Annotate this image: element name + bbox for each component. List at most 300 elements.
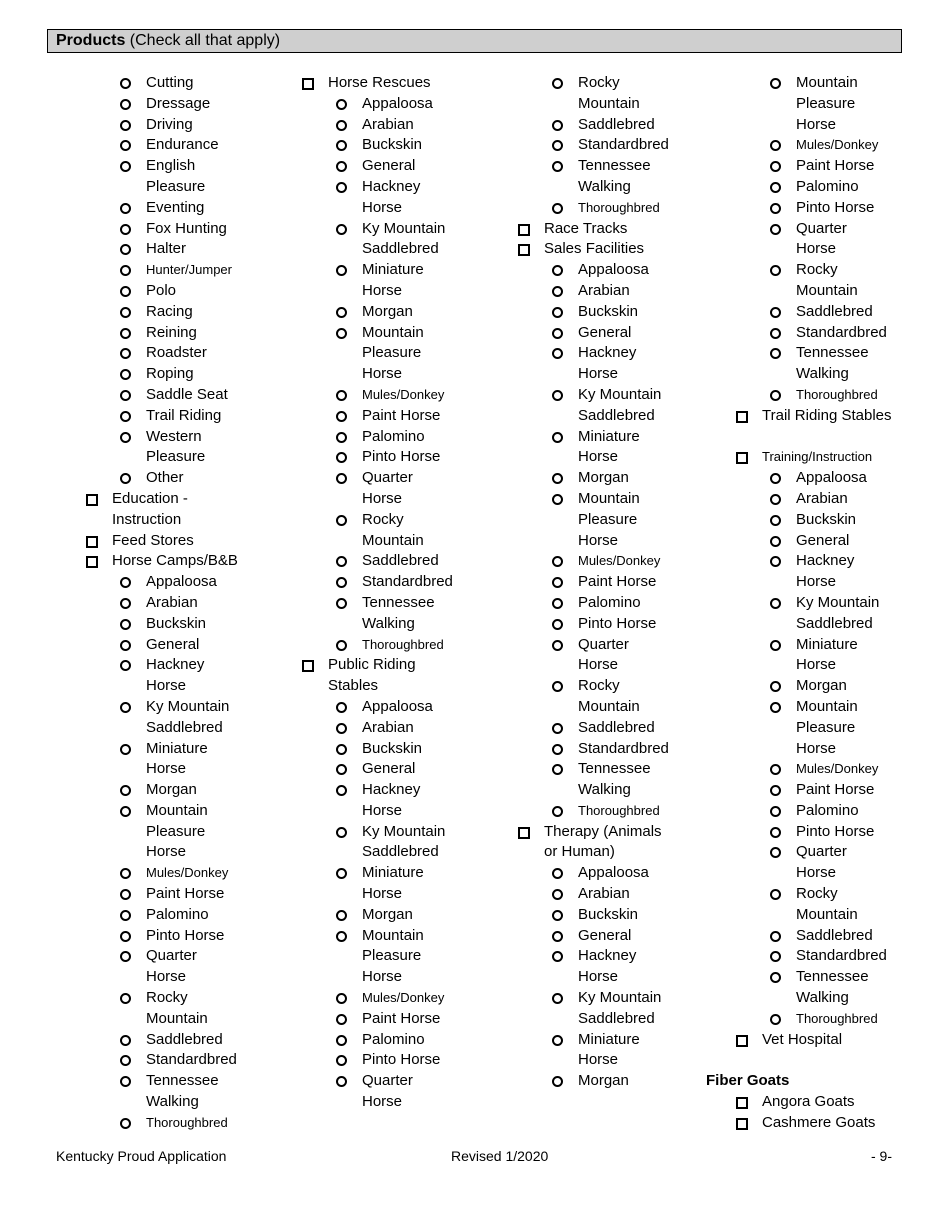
subcategory-item[interactable]	[734, 489, 924, 510]
option-circle[interactable]	[120, 140, 131, 151]
option-circle[interactable]	[336, 993, 347, 1004]
subcategory-item[interactable]	[84, 739, 274, 760]
option-circle[interactable]	[770, 972, 781, 983]
option-circle[interactable]	[552, 140, 563, 151]
option-circle[interactable]	[770, 764, 781, 775]
item-label: Angora Goats	[762, 1093, 855, 1111]
option-circle[interactable]	[552, 764, 563, 775]
option-circle[interactable]	[770, 556, 781, 567]
option-circle[interactable]	[552, 723, 563, 734]
subcategory-item[interactable]	[734, 926, 924, 947]
checkbox-square[interactable]	[302, 78, 314, 90]
subcategory-item[interactable]	[84, 884, 274, 905]
subcategory-item[interactable]	[516, 156, 706, 177]
subcategory-item[interactable]	[84, 801, 274, 822]
checkbox-square[interactable]	[736, 411, 748, 423]
option-circle[interactable]	[336, 764, 347, 775]
option-circle[interactable]	[120, 931, 131, 942]
subcategory-item[interactable]	[734, 73, 924, 94]
subcategory-item[interactable]	[300, 406, 500, 427]
option-circle[interactable]	[552, 328, 563, 339]
option-circle[interactable]	[552, 390, 563, 401]
subcategory-item[interactable]	[300, 219, 500, 240]
option-circle[interactable]	[336, 515, 347, 526]
option-circle[interactable]	[336, 182, 347, 193]
option-circle[interactable]	[120, 473, 131, 484]
option-circle[interactable]	[336, 411, 347, 422]
option-circle[interactable]	[770, 681, 781, 692]
option-circle[interactable]	[770, 889, 781, 900]
subcategory-item[interactable]	[300, 156, 500, 177]
category-item[interactable]	[516, 822, 706, 843]
option-circle[interactable]	[770, 494, 781, 505]
subcategory-item[interactable]	[300, 468, 500, 489]
option-circle[interactable]	[770, 307, 781, 318]
category-item[interactable]	[516, 239, 706, 260]
subcategory-item[interactable]	[300, 593, 500, 614]
category-item[interactable]	[734, 1030, 924, 1051]
option-circle[interactable]	[120, 660, 131, 671]
subcategory-item[interactable]	[516, 343, 706, 364]
category-item[interactable]	[516, 219, 706, 240]
subcategory-item[interactable]	[300, 1050, 500, 1071]
category-item[interactable]	[84, 551, 274, 572]
option-circle[interactable]	[336, 161, 347, 172]
option-circle[interactable]	[336, 473, 347, 484]
subcategory-item[interactable]	[300, 988, 500, 1009]
option-circle[interactable]	[336, 452, 347, 463]
subcategory-item[interactable]	[516, 489, 706, 510]
option-circle[interactable]	[336, 640, 347, 651]
option-circle[interactable]	[120, 411, 131, 422]
option-circle[interactable]	[770, 1014, 781, 1025]
subcategory-item[interactable]	[734, 759, 924, 780]
subcategory-item[interactable]	[516, 551, 706, 572]
option-circle[interactable]	[120, 78, 131, 89]
option-circle[interactable]	[120, 744, 131, 755]
option-circle[interactable]	[770, 224, 781, 235]
subcategory-item[interactable]	[734, 510, 924, 531]
subcategory-item[interactable]	[516, 73, 706, 94]
option-circle[interactable]	[120, 910, 131, 921]
subcategory-item[interactable]	[516, 946, 706, 967]
subcategory-item[interactable]	[734, 385, 924, 406]
subcategory-item[interactable]	[734, 468, 924, 489]
option-circle[interactable]	[336, 224, 347, 235]
subcategory-item[interactable]	[300, 905, 500, 926]
subcategory-item[interactable]	[516, 135, 706, 156]
subcategory-item[interactable]	[734, 822, 924, 843]
category-item[interactable]	[84, 531, 274, 552]
subcategory-item[interactable]	[84, 406, 274, 427]
subcategory-item[interactable]	[84, 323, 274, 344]
subcategory-item[interactable]	[84, 1071, 274, 1092]
option-circle[interactable]	[770, 390, 781, 401]
subcategory-item[interactable]	[300, 177, 500, 198]
option-circle[interactable]	[336, 723, 347, 734]
subcategory-item[interactable]	[84, 988, 274, 1009]
subcategory-item[interactable]	[734, 551, 924, 572]
subcategory-item[interactable]	[300, 115, 500, 136]
subcategory-item[interactable]	[516, 614, 706, 635]
option-circle[interactable]	[120, 1035, 131, 1046]
subcategory-item[interactable]	[516, 572, 706, 593]
subcategory-item[interactable]	[84, 780, 274, 801]
option-circle[interactable]	[120, 889, 131, 900]
subcategory-item[interactable]	[300, 385, 500, 406]
subcategory-item[interactable]	[300, 302, 500, 323]
option-circle[interactable]	[120, 868, 131, 879]
subcategory-item[interactable]	[300, 863, 500, 884]
option-circle[interactable]	[552, 348, 563, 359]
option-circle[interactable]	[336, 328, 347, 339]
subcategory-item[interactable]	[84, 655, 274, 676]
subcategory-item[interactable]	[516, 926, 706, 947]
subcategory-item[interactable]	[734, 842, 924, 863]
option-circle[interactable]	[552, 307, 563, 318]
option-circle[interactable]	[120, 244, 131, 255]
subcategory-item[interactable]	[300, 447, 500, 468]
option-circle[interactable]	[770, 515, 781, 526]
option-circle[interactable]	[552, 619, 563, 630]
subcategory-item[interactable]	[300, 697, 500, 718]
subcategory-item[interactable]	[84, 1030, 274, 1051]
item-label: Miniature	[362, 864, 424, 882]
option-circle[interactable]	[770, 473, 781, 484]
option-circle[interactable]	[120, 1118, 131, 1129]
category-item[interactable]	[734, 1113, 924, 1134]
checkbox-square[interactable]	[736, 452, 748, 464]
option-circle[interactable]	[120, 577, 131, 588]
option-circle[interactable]	[552, 744, 563, 755]
subcategory-item[interactable]	[516, 801, 706, 822]
option-circle[interactable]	[552, 598, 563, 609]
option-circle[interactable]	[336, 1055, 347, 1066]
option-circle[interactable]	[336, 556, 347, 567]
category-item[interactable]	[84, 489, 274, 510]
subcategory-item[interactable]	[84, 198, 274, 219]
subcategory-item[interactable]	[300, 1071, 500, 1092]
option-circle[interactable]	[120, 702, 131, 713]
subcategory-item[interactable]	[84, 156, 274, 177]
checkbox-square[interactable]	[86, 536, 98, 548]
subcategory-item[interactable]	[300, 260, 500, 281]
option-circle[interactable]	[552, 640, 563, 651]
option-circle[interactable]	[120, 161, 131, 172]
subcategory-item[interactable]	[84, 468, 274, 489]
option-circle[interactable]	[336, 702, 347, 713]
item-label: Saddlebred	[362, 843, 439, 861]
subcategory-item[interactable]	[300, 822, 500, 843]
option-circle[interactable]	[770, 182, 781, 193]
option-circle[interactable]	[770, 847, 781, 858]
subcategory-item[interactable]	[84, 135, 274, 156]
option-circle[interactable]	[552, 1035, 563, 1046]
subcategory-item[interactable]	[516, 302, 706, 323]
subcategory-item[interactable]	[84, 427, 274, 448]
subcategory-item[interactable]	[300, 739, 500, 760]
subcategory-item[interactable]	[84, 593, 274, 614]
subcategory-item[interactable]	[734, 323, 924, 344]
category-item[interactable]	[734, 447, 924, 468]
option-circle[interactable]	[770, 78, 781, 89]
subcategory-item[interactable]	[84, 614, 274, 635]
option-circle[interactable]	[552, 681, 563, 692]
option-circle[interactable]	[552, 494, 563, 505]
option-circle[interactable]	[120, 307, 131, 318]
option-circle[interactable]	[336, 827, 347, 838]
item-label: Pleasure	[362, 344, 422, 362]
checkbox-square[interactable]	[86, 556, 98, 568]
checkbox-square[interactable]	[518, 244, 530, 256]
category-item[interactable]	[734, 1092, 924, 1113]
subcategory-item[interactable]	[516, 635, 706, 656]
subcategory-item[interactable]	[734, 135, 924, 156]
subcategory-item[interactable]	[734, 967, 924, 988]
item-label: Arabian	[796, 489, 848, 507]
subcategory-item[interactable]	[734, 946, 924, 967]
subcategory-item[interactable]	[300, 427, 500, 448]
checkbox-square[interactable]	[736, 1097, 748, 1109]
option-circle[interactable]	[120, 1076, 131, 1087]
subcategory-item[interactable]	[734, 260, 924, 281]
option-circle[interactable]	[336, 598, 347, 609]
subcategory-item[interactable]	[516, 1071, 706, 1092]
subcategory-item[interactable]	[84, 926, 274, 947]
option-circle[interactable]	[120, 369, 131, 380]
subcategory-item[interactable]	[84, 635, 274, 656]
category-item[interactable]	[734, 406, 924, 427]
option-circle[interactable]	[120, 619, 131, 630]
subcategory-item[interactable]	[516, 468, 706, 489]
group-heading	[706, 1071, 924, 1092]
option-circle[interactable]	[120, 785, 131, 796]
option-circle[interactable]	[336, 1014, 347, 1025]
checkbox-square[interactable]	[736, 1035, 748, 1047]
subcategory-item[interactable]	[516, 863, 706, 884]
subcategory-item[interactable]	[516, 1030, 706, 1051]
option-circle[interactable]	[552, 203, 563, 214]
subcategory-item[interactable]	[734, 697, 924, 718]
subcategory-item[interactable]	[516, 323, 706, 344]
subcategory-item[interactable]	[84, 94, 274, 115]
option-circle[interactable]	[120, 99, 131, 110]
subcategory-item[interactable]	[300, 135, 500, 156]
subcategory-item[interactable]	[516, 198, 706, 219]
option-circle[interactable]	[120, 265, 131, 276]
option-circle[interactable]	[770, 640, 781, 651]
subcategory-item[interactable]	[84, 239, 274, 260]
option-circle[interactable]	[120, 806, 131, 817]
option-circle[interactable]	[770, 140, 781, 151]
option-circle[interactable]	[552, 868, 563, 879]
checkbox-square[interactable]	[86, 494, 98, 506]
subcategory-item[interactable]	[84, 572, 274, 593]
subcategory-item[interactable]	[84, 863, 274, 884]
option-circle[interactable]	[770, 931, 781, 942]
option-circle[interactable]	[120, 224, 131, 235]
option-circle[interactable]	[120, 598, 131, 609]
subcategory-item[interactable]	[734, 531, 924, 552]
option-circle[interactable]	[336, 910, 347, 921]
option-circle[interactable]	[552, 806, 563, 817]
option-circle[interactable]	[336, 744, 347, 755]
option-circle[interactable]	[120, 286, 131, 297]
subcategory-item[interactable]	[84, 946, 274, 967]
subcategory-item[interactable]	[84, 73, 274, 94]
option-circle[interactable]	[120, 390, 131, 401]
subcategory-item[interactable]	[300, 323, 500, 344]
subcategory-item[interactable]	[300, 1009, 500, 1030]
subcategory-item[interactable]	[300, 759, 500, 780]
subcategory-item[interactable]	[84, 1050, 274, 1071]
checkbox-square[interactable]	[302, 660, 314, 672]
checkbox-square[interactable]	[518, 827, 530, 839]
subcategory-item[interactable]	[300, 780, 500, 801]
option-circle[interactable]	[336, 99, 347, 110]
option-circle[interactable]	[120, 203, 131, 214]
subcategory-item[interactable]	[734, 302, 924, 323]
option-circle[interactable]	[336, 307, 347, 318]
checkbox-square[interactable]	[736, 1118, 748, 1130]
subcategory-item[interactable]	[516, 593, 706, 614]
subcategory-item[interactable]	[516, 905, 706, 926]
option-circle[interactable]	[336, 868, 347, 879]
subcategory-item[interactable]	[516, 676, 706, 697]
option-circle[interactable]	[770, 536, 781, 547]
option-circle[interactable]	[120, 328, 131, 339]
subcategory-item[interactable]	[516, 739, 706, 760]
option-circle[interactable]	[336, 432, 347, 443]
subcategory-item[interactable]	[516, 759, 706, 780]
option-circle[interactable]	[770, 328, 781, 339]
option-circle[interactable]	[770, 161, 781, 172]
option-circle[interactable]	[552, 432, 563, 443]
option-circle[interactable]	[336, 1076, 347, 1087]
option-circle[interactable]	[120, 120, 131, 131]
subcategory-item[interactable]	[84, 281, 274, 302]
item-label: Saddlebred	[362, 240, 439, 258]
subcategory-item[interactable]	[84, 115, 274, 136]
option-circle[interactable]	[552, 889, 563, 900]
option-circle[interactable]	[120, 432, 131, 443]
option-circle[interactable]	[552, 473, 563, 484]
option-circle[interactable]	[552, 1076, 563, 1087]
option-circle[interactable]	[552, 577, 563, 588]
option-circle[interactable]	[552, 951, 563, 962]
subcategory-item[interactable]	[516, 427, 706, 448]
subcategory-item[interactable]	[516, 281, 706, 302]
subcategory-item[interactable]	[734, 801, 924, 822]
option-circle[interactable]	[552, 286, 563, 297]
subcategory-item[interactable]	[300, 510, 500, 531]
option-circle[interactable]	[120, 348, 131, 359]
subcategory-item[interactable]	[734, 635, 924, 656]
option-circle[interactable]	[770, 203, 781, 214]
subcategory-item[interactable]	[734, 198, 924, 219]
option-circle[interactable]	[336, 785, 347, 796]
subcategory-item[interactable]	[516, 115, 706, 136]
subcategory-item[interactable]	[300, 926, 500, 947]
option-circle[interactable]	[336, 931, 347, 942]
subcategory-item[interactable]	[516, 260, 706, 281]
subcategory-item[interactable]	[84, 385, 274, 406]
category-item[interactable]	[300, 73, 500, 94]
option-circle[interactable]	[336, 1035, 347, 1046]
subcategory-item[interactable]	[516, 385, 706, 406]
subcategory-item[interactable]	[84, 343, 274, 364]
option-circle[interactable]	[552, 556, 563, 567]
option-circle[interactable]	[770, 598, 781, 609]
option-circle[interactable]	[336, 390, 347, 401]
option-circle[interactable]	[552, 910, 563, 921]
option-circle[interactable]	[770, 702, 781, 713]
subcategory-item[interactable]	[516, 884, 706, 905]
subcategory-item[interactable]	[734, 177, 924, 198]
option-circle[interactable]	[336, 140, 347, 151]
checkbox-square[interactable]	[518, 224, 530, 236]
option-circle[interactable]	[552, 78, 563, 89]
subcategory-item[interactable]	[516, 988, 706, 1009]
subcategory-item[interactable]	[300, 551, 500, 572]
subcategory-item[interactable]	[84, 364, 274, 385]
item-label: General	[796, 531, 850, 549]
option-circle[interactable]	[770, 265, 781, 276]
option-circle[interactable]	[552, 265, 563, 276]
subcategory-item[interactable]	[300, 635, 500, 656]
option-circle[interactable]	[336, 577, 347, 588]
option-circle[interactable]	[336, 120, 347, 131]
subcategory-item[interactable]	[734, 780, 924, 801]
subcategory-item[interactable]	[734, 593, 924, 614]
option-circle[interactable]	[552, 931, 563, 942]
subcategory-item[interactable]	[300, 94, 500, 115]
subcategory-item[interactable]	[734, 156, 924, 177]
subcategory-item[interactable]	[300, 1030, 500, 1051]
item-label: General	[578, 323, 632, 341]
subcategory-item[interactable]	[84, 260, 274, 281]
subcategory-item[interactable]	[734, 884, 924, 905]
subcategory-item[interactable]	[84, 1113, 274, 1134]
option-circle[interactable]	[336, 265, 347, 276]
subcategory-item[interactable]	[300, 718, 500, 739]
option-circle[interactable]	[770, 951, 781, 962]
subcategory-item[interactable]	[84, 302, 274, 323]
option-circle[interactable]	[120, 1055, 131, 1066]
option-circle[interactable]	[770, 785, 781, 796]
option-circle[interactable]	[120, 640, 131, 651]
option-circle[interactable]	[770, 348, 781, 359]
subcategory-item[interactable]	[300, 572, 500, 593]
category-item[interactable]	[300, 655, 500, 676]
subcategory-item[interactable]	[734, 343, 924, 364]
item-label: Mountain	[362, 926, 424, 944]
option-circle[interactable]	[770, 806, 781, 817]
option-circle[interactable]	[120, 951, 131, 962]
subcategory-item[interactable]	[84, 219, 274, 240]
option-circle[interactable]	[770, 827, 781, 838]
option-circle[interactable]	[552, 993, 563, 1004]
option-circle[interactable]	[552, 161, 563, 172]
subcategory-item[interactable]	[734, 1009, 924, 1030]
subcategory-item[interactable]	[734, 676, 924, 697]
subcategory-item[interactable]	[84, 905, 274, 926]
subcategory-item[interactable]	[734, 219, 924, 240]
option-circle[interactable]	[552, 120, 563, 131]
option-circle[interactable]	[120, 993, 131, 1004]
subcategory-item[interactable]	[516, 718, 706, 739]
subcategory-item[interactable]	[84, 697, 274, 718]
